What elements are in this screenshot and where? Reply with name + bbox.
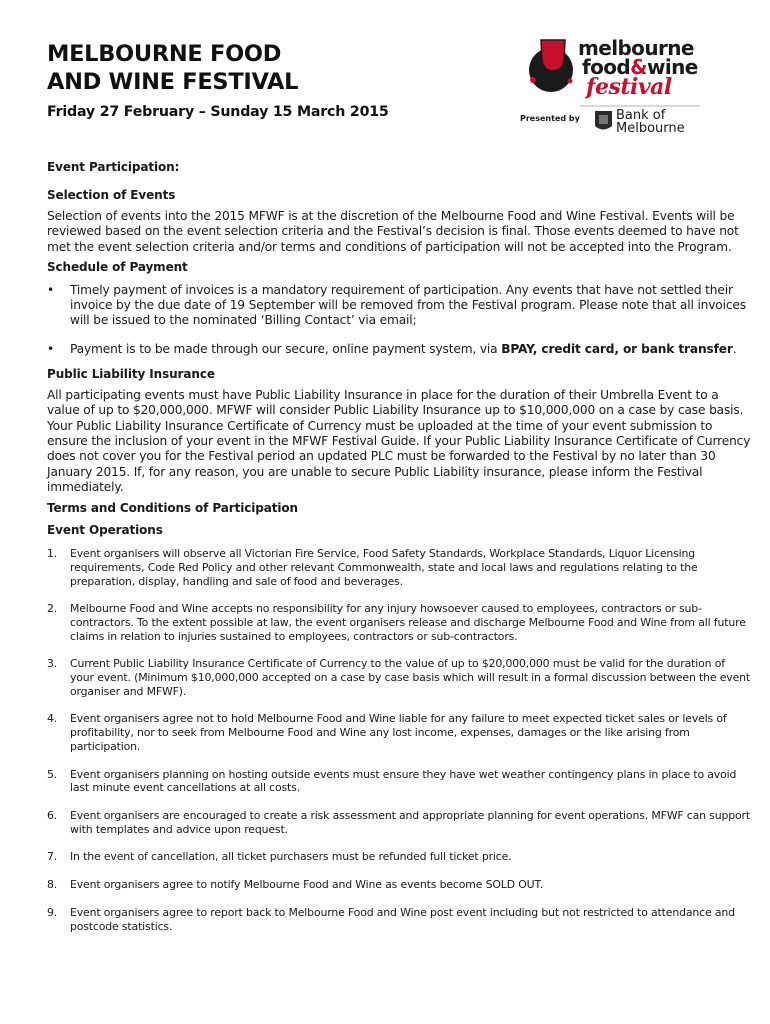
item-text: Current Public Liability Insurance Certificate of Currency to the value of up to $20,000,000 must be valid for the duration of your event. (Minimum $10,000,000 accepted on a case by case basis which will result in a formal discussion between the event organiser and MFWF). (70, 657, 751, 698)
bank-shield-icon (595, 111, 612, 130)
item-number: 7. (47, 850, 58, 864)
title-line-1: MELBOURNE FOOD (47, 41, 282, 67)
logo-ampersand: & (630, 55, 647, 79)
logo-wine: wine (646, 55, 698, 79)
terms-heading: Terms and Conditions of Participation (47, 501, 298, 516)
item-text: Melbourne Food and Wine accepts no responsibility for any injury howsoever caused to employees, contractors or sub-contractors. To the extent possible at law, the event organisers release and discharge Melbourne Food and Wine from all future claims in relation to injuries sustained to employees, contractors or sub-contractors. (70, 602, 746, 643)
festival-dates: Friday 27 February – Sunday 15 March 2015 (47, 104, 389, 120)
payment-methods: BPAY, credit card, or bank transfer (501, 341, 733, 356)
event-participation-heading: Event Participation: (47, 160, 180, 174)
item-text: Event organisers are encouraged to create a risk assessment and appropriate planning for event operations. MFWF can support with templates and advice upon request. (70, 809, 750, 836)
document-title (47, 40, 507, 96)
list-item (47, 906, 752, 933)
sponsor-line-2: Melbourne (616, 121, 685, 136)
item-text: Event organisers agree to report back to Melbourne Food and Wine post event including but not restricted to attendance and postcode statistics. (70, 905, 735, 933)
title-line-2: AND WINE FESTIVAL (47, 69, 299, 95)
item-text: Event organisers planning on hosting outside events must ensure they have wet weather contingency plans in place to avoid last minute event cancellations at all costs. (70, 767, 737, 795)
payment-bullet-2 (47, 342, 752, 357)
operations-list (47, 547, 752, 933)
festival-logo (520, 32, 710, 142)
item-text: Event organisers agree not to hold Melbourne Food and Wine liable for any failure to meet expected ticket sales or levels of profitability, nor to seek from Melbourne Food and Wine any lost income, expenses, damages or the like arising from participation. (70, 712, 727, 753)
list-item (47, 712, 752, 753)
bullet-icon: • (47, 341, 55, 356)
payment-bullet-1-text: Timely payment of invoices is a mandatory requirement of participation. Any events that have not settled their invoice by the due date of 19 September will be removed from the Festival program. Please note that all invoices will be issued to the nominated ‘Billing Contact’ via email; (70, 282, 746, 328)
item-text: In the event of cancellation, all ticket purchasers must be refunded full ticket price. (70, 850, 512, 864)
list-item (47, 850, 752, 864)
operations-heading: Event Operations (47, 523, 163, 538)
presented-by-label: Presented by (520, 114, 580, 123)
document-body (47, 160, 752, 933)
payment-bullet-1 (47, 283, 752, 329)
list-item (47, 657, 752, 698)
list-item (47, 768, 752, 795)
bullet-icon: • (47, 282, 55, 297)
item-text: Event organisers agree to notify Melbourne Food and Wine as events become SOLD OUT. (70, 878, 544, 892)
item-text: Event organisers will observe all Victorian Fire Service, Food Safety Standards, Workplace Standards, Liquor Licensing requirements, Code Red Policy and other relevant Commonwealth, state and local laws and regulations relating to the preparation, display, handling and sale of food and beverages. (70, 547, 698, 588)
sponsor-line-1: Bank of (616, 108, 666, 123)
item-number: 9. (47, 905, 58, 919)
item-number: 4. (47, 712, 58, 726)
payment-bullet-2-suffix: . (732, 341, 737, 356)
logo-melbourne: melbourne (578, 36, 694, 60)
selection-text: Selection of events into the 2015 MFWF is at the discretion of the Melbourne Food and Wine Festival. Events will be reviewed based on the event selection criteria and the Festival’s decision is final. Those events deemed to have not met the event selection criteria and/or terms and conditions of participation will not be accepted into the Program. (47, 209, 739, 254)
logo-festival: festival (586, 74, 672, 100)
list-item (47, 878, 752, 892)
selection-heading: Selection of Events (47, 188, 176, 202)
payment-heading: Schedule of Payment (47, 259, 188, 274)
item-number: 1. (47, 547, 58, 561)
item-number: 3. (47, 657, 58, 671)
payment-bullet-2-prefix: Payment is to be made through our secure, online payment system, via (70, 341, 502, 356)
item-number: 2. (47, 602, 58, 616)
liability-text: All participating events must have Public Liability Insurance in place for the duration of their Umbrella Event to a value of up to $20,000,000. MFWF will consider Public Liability Insurance up to $10,000,000 on a case by case basis. Your Public Liability Insurance Certificate of Currency must be uploaded at the time of your event submission to ensure the inclusion of your event in the MFWF Festival Guide. If your Public Liability Insurance Certificate of Currency does not cover you for the Festival period an updated PLC must be forwarded to the Festival by no later than 30 January 2015. If, for any reason, you are unable to secure Public Liability insurance, please inform the Festival immediately. (47, 388, 751, 494)
item-number: 5. (47, 767, 58, 781)
item-number: 6. (47, 809, 58, 822)
list-item (47, 547, 752, 588)
item-number: 8. (47, 878, 58, 892)
list-item (47, 809, 752, 836)
list-item (47, 602, 752, 643)
logo-food: food (582, 55, 631, 79)
liability-heading: Public Liability Insurance (47, 367, 215, 382)
